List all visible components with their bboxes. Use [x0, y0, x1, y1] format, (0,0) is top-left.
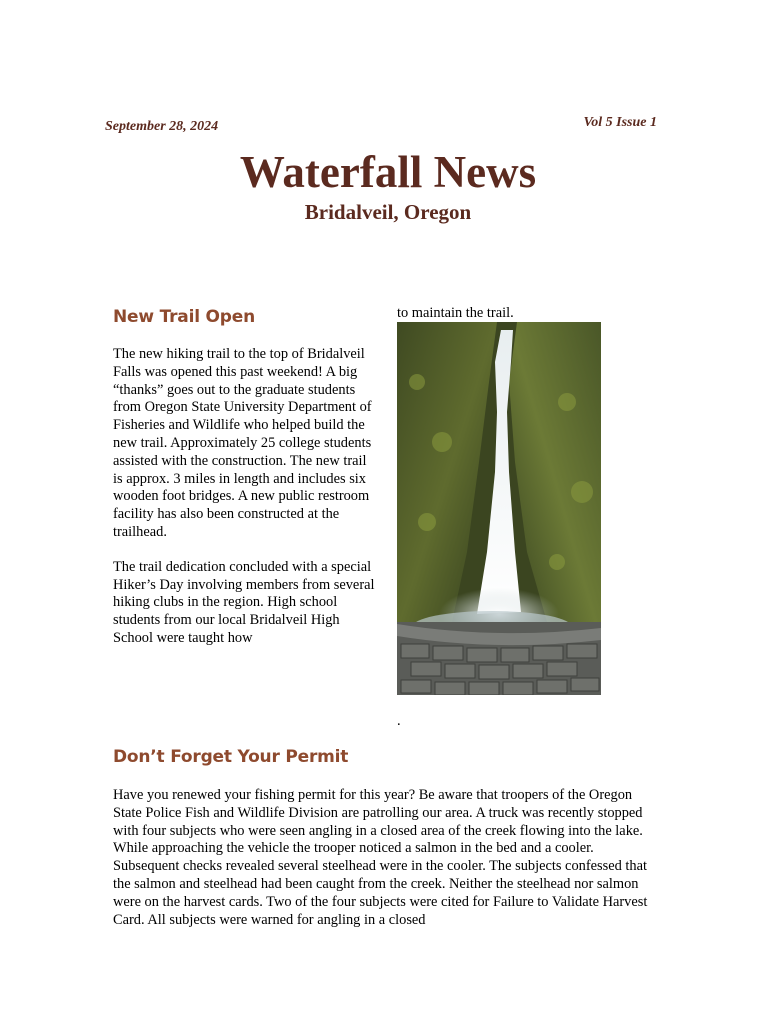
waterfall-photo [397, 322, 601, 695]
newsletter-location: Bridalveil, Oregon [304, 200, 472, 224]
article-permit-body [113, 787, 661, 929]
article-paragraph: The new hiking trail to the top of Bridalveil Falls was opened this past weekend! A big “thanks” goes out to the graduate students from Oregon State University Department of Fisheries and Wildlife who helped build the new trail. Approximately 25 college students assisted with the construction. The new trail is approx. 3 miles in length and includes six wooden foot bridges. A new public restroom facility has also been constructed at the trailhead. [113, 346, 372, 540]
newsletter-title: Waterfall News [239, 147, 537, 197]
issue-volume: Vol 5 Issue 1 [583, 115, 657, 130]
issue-date: September 28, 2024 [105, 119, 219, 134]
article-paragraph: The trail dedication concluded with a special Hiker’s Day involving members from several hiking clubs in the region. High school students from our local Bridalveil High School were taught how [113, 558, 375, 646]
article-heading-permit: Don’t Forget Your Permit [113, 747, 349, 767]
stray-period: . [397, 713, 401, 729]
article-continuation: to maintain the trail. [397, 305, 514, 321]
article-paragraph: Have you renewed your fishing permit for this year? Be aware that troopers of the Oregon State Police Fish and Wildlife Division are patrolling our area. A truck was recently stopped with four subjects who were seen angling in a closed area of the creek flowing into the lake. While approaching the vehicle the trooper noticed a salmon in the bed and a cooler. Subsequent checks revealed several steelhead were in the cooler. The subjects confessed that the salmon and steelhead had been caught from the creek. Neither the steelhead nor salmon were on the harvest cards. Two of the four subjects were cited for Failure to Validate Harvest Card. All subjects were warned for angling in a closed [113, 787, 648, 928]
article-heading-new-trail: New Trail Open [113, 307, 255, 327]
article-new-trail-body [113, 346, 375, 665]
